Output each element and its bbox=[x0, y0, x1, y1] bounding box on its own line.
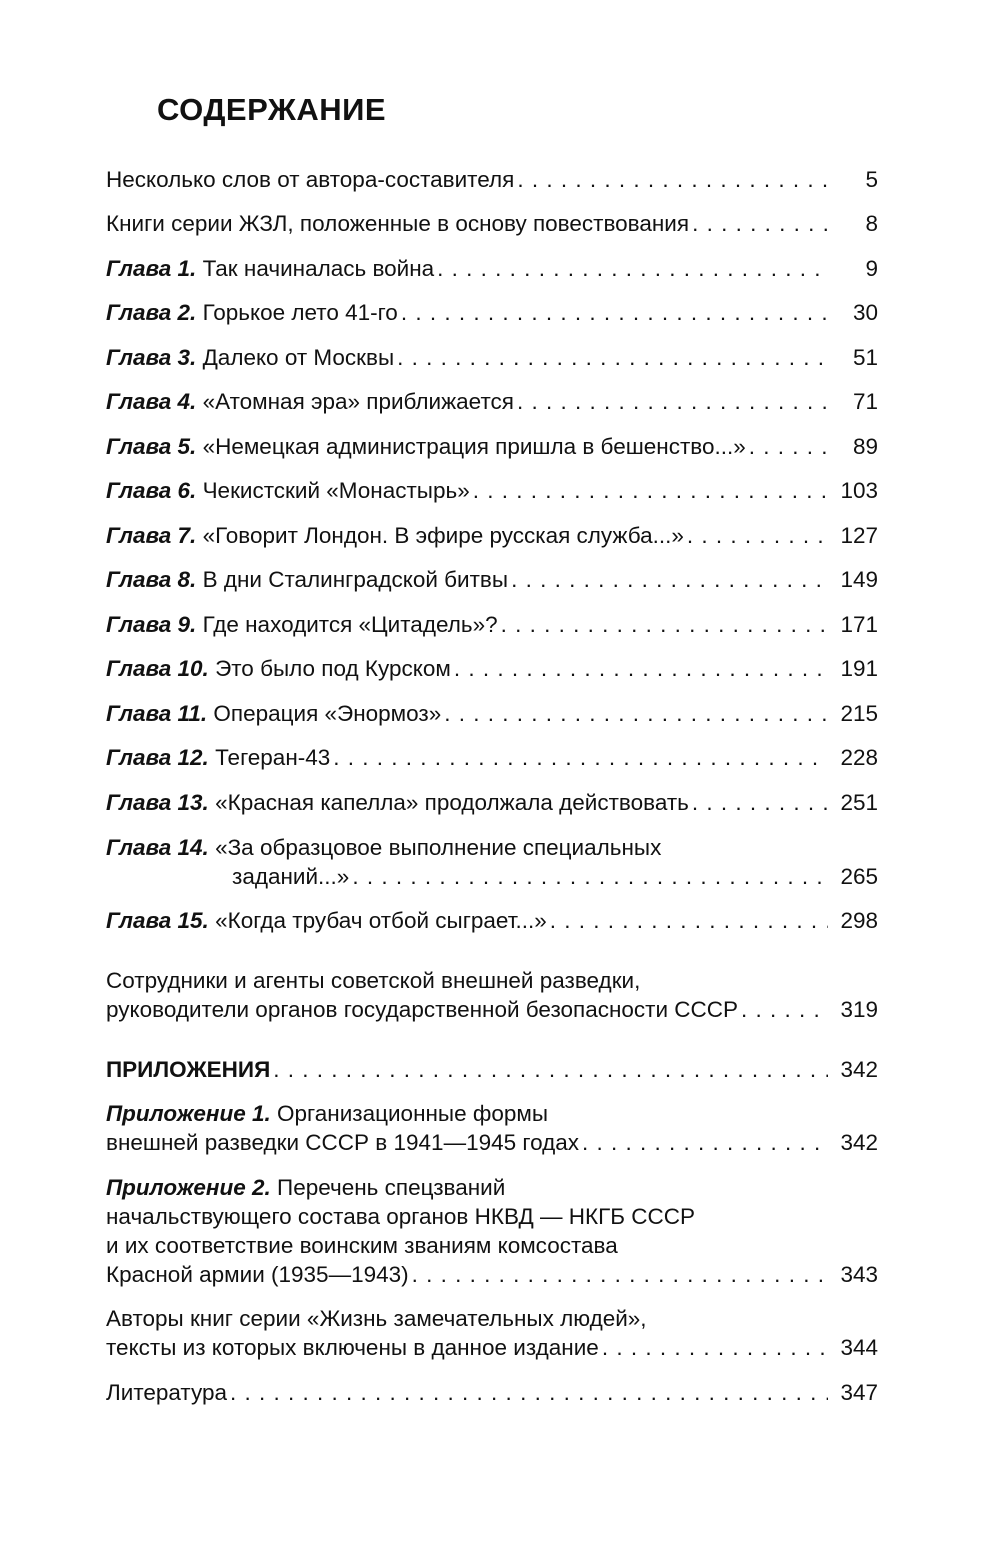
leader-dots bbox=[687, 521, 828, 550]
leader-dots bbox=[517, 165, 828, 194]
chapter-title: Это было под Курском bbox=[215, 656, 451, 681]
page-number: 103 bbox=[840, 478, 878, 503]
toc-entry-intro[interactable] bbox=[106, 165, 878, 194]
toc-chapter-10[interactable] bbox=[106, 654, 878, 683]
toc-chapter-14[interactable] bbox=[106, 833, 878, 891]
page-number: 71 bbox=[852, 389, 878, 414]
leader-dots bbox=[230, 1378, 828, 1407]
page-number: 343 bbox=[840, 1262, 878, 1287]
chapter-title: Операция «Энормоз» bbox=[213, 701, 442, 726]
leader-dots bbox=[352, 862, 828, 891]
page-number: 127 bbox=[840, 523, 878, 548]
toc-entry-literature[interactable] bbox=[106, 1378, 878, 1407]
toc-entry-line: Авторы книг серии «Жизнь замечательных людей», bbox=[106, 1306, 647, 1331]
chapter-title: Где находится «Цитадель»? bbox=[202, 612, 498, 637]
leader-dots bbox=[741, 995, 828, 1024]
toc-chapter-3[interactable] bbox=[106, 343, 878, 372]
chapter-label: Глава 10. bbox=[106, 656, 209, 681]
chapter-title: Далеко от Москвы bbox=[202, 345, 395, 370]
chapter-label: Глава 11. bbox=[106, 701, 208, 726]
page-number: 344 bbox=[840, 1335, 878, 1360]
toc-entry-authors[interactable] bbox=[106, 1304, 878, 1362]
leader-dots bbox=[501, 610, 828, 639]
chapter-title: «Атомная эра» приближается bbox=[202, 389, 514, 414]
chapter-title-line: «За образцовое выполнение специальных bbox=[215, 835, 662, 860]
chapter-title: «Красная капелла» продолжала действовать bbox=[215, 790, 689, 815]
chapter-title: Горькое лето 41-го bbox=[202, 300, 398, 325]
toc-chapter-9[interactable] bbox=[106, 610, 878, 639]
toc-appendix-1[interactable] bbox=[106, 1099, 878, 1157]
page-number: 89 bbox=[852, 434, 878, 459]
chapter-label: Глава 1. bbox=[106, 256, 197, 281]
leader-dots bbox=[401, 298, 828, 327]
toc-entry-line: Сотрудники и агенты советской внешней разведки, bbox=[106, 968, 641, 993]
page-number: 319 bbox=[840, 997, 878, 1022]
chapter-label: Глава 2. bbox=[106, 300, 197, 325]
toc-entry-books[interactable] bbox=[106, 209, 878, 238]
chapter-label: Глава 14. bbox=[106, 835, 209, 860]
leader-dots bbox=[333, 743, 828, 772]
chapter-label: Глава 8. bbox=[106, 567, 197, 592]
page-number: 251 bbox=[840, 790, 878, 815]
chapter-title: Чекистский «Монастырь» bbox=[202, 478, 470, 503]
page-number: 8 bbox=[865, 211, 878, 236]
toc-entry-text: Литература bbox=[106, 1380, 228, 1405]
toc-chapter-1[interactable] bbox=[106, 254, 878, 283]
leader-dots bbox=[582, 1128, 828, 1157]
chapter-title: Так начиналась война bbox=[202, 256, 435, 281]
chapter-label: Глава 15. bbox=[106, 908, 209, 933]
page-number: 265 bbox=[840, 864, 878, 889]
toc-chapter-15[interactable] bbox=[106, 906, 878, 935]
chapter-title: «Говорит Лондон. В эфире русская служба...» bbox=[202, 523, 684, 548]
toc-chapter-7[interactable] bbox=[106, 521, 878, 550]
toc-chapter-12[interactable] bbox=[106, 743, 878, 772]
toc-entry-line: руководители органов государственной безопасности СССР bbox=[106, 997, 739, 1022]
page-number: 342 bbox=[840, 1057, 878, 1082]
appendix-title-line: Организационные формы bbox=[277, 1101, 549, 1126]
toc-chapter-8[interactable] bbox=[106, 565, 878, 594]
toc-chapter-2[interactable] bbox=[106, 298, 878, 327]
leader-dots bbox=[412, 1260, 828, 1289]
leader-dots bbox=[273, 1055, 828, 1084]
page-number: 171 bbox=[840, 612, 878, 637]
toc-chapter-5[interactable] bbox=[106, 432, 878, 461]
toc-entry-staff[interactable] bbox=[106, 966, 878, 1024]
leader-dots bbox=[692, 209, 828, 238]
page-title: СОДЕРЖАНИЕ bbox=[157, 92, 387, 127]
appendix-title-line: Перечень спецзваний bbox=[277, 1175, 506, 1200]
leader-dots bbox=[517, 387, 828, 416]
appendix-title-line: внешней разведки СССР в 1941—1945 годах bbox=[106, 1130, 579, 1155]
leader-dots bbox=[602, 1333, 828, 1362]
toc-appendix-2[interactable] bbox=[106, 1173, 878, 1289]
leader-dots bbox=[454, 654, 828, 683]
toc-chapter-6[interactable] bbox=[106, 476, 878, 505]
leader-dots bbox=[692, 788, 828, 817]
toc-entry-line: тексты из которых включены в данное издание bbox=[106, 1335, 599, 1360]
chapter-title: «Когда трубач отбой сыграет...» bbox=[215, 908, 547, 933]
leader-dots bbox=[444, 699, 828, 728]
page-number: 30 bbox=[852, 300, 878, 325]
toc-appendices-heading[interactable] bbox=[106, 1055, 878, 1084]
chapter-label: Глава 13. bbox=[106, 790, 209, 815]
page-number: 342 bbox=[840, 1130, 878, 1155]
page-number: 9 bbox=[865, 256, 878, 281]
leader-dots bbox=[550, 906, 828, 935]
leader-dots bbox=[511, 565, 828, 594]
appendix-label: Приложение 2. bbox=[106, 1175, 271, 1200]
chapter-label: Глава 5. bbox=[106, 434, 197, 459]
chapter-label: Глава 7. bbox=[106, 523, 197, 548]
page-number: 149 bbox=[840, 567, 878, 592]
toc-chapter-13[interactable] bbox=[106, 788, 878, 817]
leader-dots bbox=[473, 476, 828, 505]
appendix-title-line: начальствующего состава органов НКВД — НКГБ СССР bbox=[106, 1204, 696, 1229]
page-number: 215 bbox=[840, 701, 878, 726]
toc-entry-text: Книги серии ЖЗЛ, положенные в основу повествования bbox=[106, 211, 690, 236]
page-number: 5 bbox=[865, 167, 878, 192]
appendix-title-line: Красной армии (1935—1943) bbox=[106, 1262, 409, 1287]
page-number: 347 bbox=[840, 1380, 878, 1405]
leader-dots bbox=[397, 343, 828, 372]
toc-entry-text: Несколько слов от автора-составителя bbox=[106, 167, 515, 192]
toc-chapter-11[interactable] bbox=[106, 699, 878, 728]
chapter-label: Глава 9. bbox=[106, 612, 197, 637]
appendix-title-line: и их соответствие воинским званиям комсостава bbox=[106, 1233, 618, 1258]
toc-chapter-4[interactable] bbox=[106, 387, 878, 416]
leader-dots bbox=[437, 254, 828, 283]
appendix-label: Приложение 1. bbox=[106, 1101, 271, 1126]
chapter-title: В дни Сталинградской битвы bbox=[202, 567, 509, 592]
chapter-label: Глава 3. bbox=[106, 345, 197, 370]
chapter-title: «Немецкая администрация пришла в бешенство...» bbox=[202, 434, 746, 459]
leader-dots bbox=[749, 432, 828, 461]
page-number: 228 bbox=[840, 745, 878, 770]
chapter-label: Глава 12. bbox=[106, 745, 209, 770]
page-number: 51 bbox=[852, 345, 878, 370]
chapter-title-line: заданий...» bbox=[232, 864, 350, 889]
chapter-title: Тегеран-43 bbox=[215, 745, 331, 770]
appendices-heading: ПРИЛОЖЕНИЯ bbox=[106, 1057, 271, 1082]
chapter-label: Глава 6. bbox=[106, 478, 197, 503]
page-number: 298 bbox=[840, 908, 878, 933]
chapter-label: Глава 4. bbox=[106, 389, 197, 414]
page-number: 191 bbox=[840, 656, 878, 681]
